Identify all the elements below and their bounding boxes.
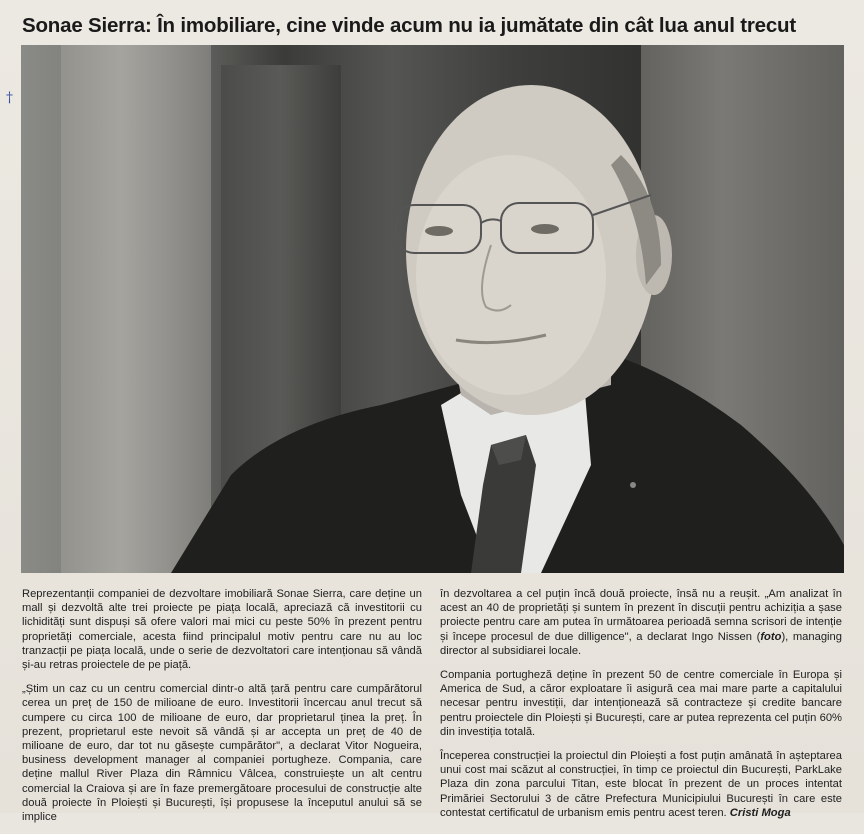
construction-text: Începerea construcției la proiectul din Ploiești a fost puțin amânată în așteptarea unui cost mai scăzut al construcției, în timp ce proiectul din București, ParkLake Plaza din zona parcului Titan, este blocat în prezent de un proces intentat Primăriei Sectorului 3 de către Prefectura Municipiului București în care este contestat certificatul de urbanism emis pentru acest teren.: [440, 750, 842, 819]
portrait-figure: [21, 45, 844, 573]
portrait-photo: [21, 45, 844, 573]
article-column-right: [440, 587, 842, 830]
author-byline: Cristi Moga: [729, 806, 791, 819]
paragraph-company: Compania portugheză deține în prezent 50 de centre comerciale în Europa și America de Sud, a căror exploatare îi asigură cea mai mare parte a capitalului necesar pentru investiții, dar intenționează să contracteze și credite bancare pentru proiectele din Ploiești și București, care ar putea reprezenta cel puțin 60% din investiția totală.: [440, 669, 842, 738]
pen-mark: †: [6, 90, 13, 106]
paragraph-quote-nissen: [440, 587, 842, 658]
article-headline: Sonae Sierra: În imobiliare, cine vinde acum nu ia jumătate din cât lua anul trecut: [22, 14, 797, 37]
paragraph-intro: Reprezentanții companiei de dezvoltare imobiliară Sonae Sierra, care deține un mall și dezvoltă alte trei proiecte pe piața locală, apreciază că investitorii cu lichidități sunt dispuși să ofere valori mai mici cu peste 50% în prezent pentru proprietăți comerciale, acesta fiind principalul motiv pentru care nu au loc tranzacții pe piața locală, unde o serie de dezvoltatori care intenționau să vândă și-au retras proiectele de pe piață.: [22, 588, 422, 672]
foto-label: foto: [760, 630, 782, 643]
paragraph-quote-nogueira: „Știm un caz cu un centru comercial dintr-o altă țară pentru care cumpărătorul cerea un preț de 150 de milioane de euro. Investitorii încercau anul trecut să cumpere cu circa 100 de milioane de euro, dar proprietarul ținea la preț. În prezent, proprietarul este nevoit să vândă și ar accepta un preț de 40 de milioane de euro, dar tot nu găsește cumpărător", a declarat Vitor Nogueira, business development manager al companiei portugheze. Compania, care deține mallul River Plaza din Râmnicu Vâlcea, construiește un alt centru comercial la Craiova și are în faze premergătoare procesului de construcție alte două proiecte în Ploiești și București, își propusese la începutul anului să se implice: [22, 683, 422, 824]
quote-text-end: ), managing director al subsidiarei locale.: [440, 630, 842, 657]
paragraph-construction: [440, 749, 842, 820]
quote-text: în dezvoltarea a cel puțin încă două proiecte, însă nu a reușit. „Am analizat în acest an 40 de proprietăți și suntem în prezent în discuții pentru achiziția a șase proiecte pentru care am putea în următoarea perioadă semna scrisori de intenție și începe procesul de due dilligence", a declarat Ingo Nissen (: [440, 588, 842, 643]
article-column-left: [22, 587, 422, 834]
